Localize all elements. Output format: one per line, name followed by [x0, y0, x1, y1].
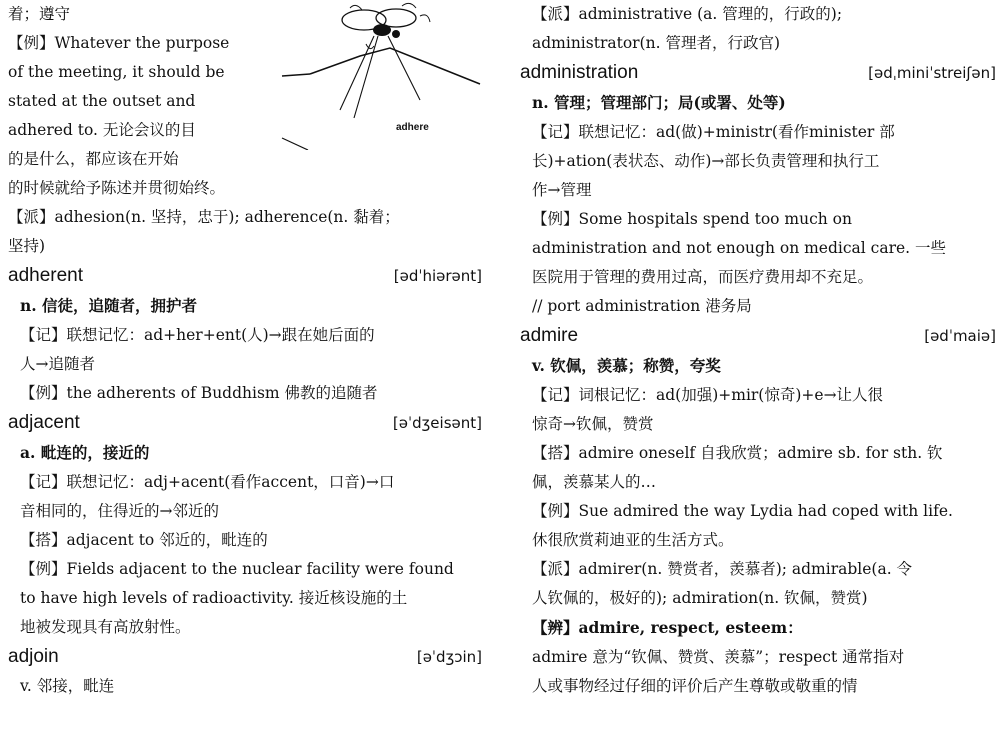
definition: v. 邻接，毗连	[20, 677, 115, 695]
text-line: 【派】administrative (a. 管理的，行政的);	[532, 5, 843, 23]
example: administration and not enough on medical care. 一些	[532, 239, 947, 257]
derivative: 人钦佩的，极好的); admiration(n. 钦佩，赞赏)	[532, 589, 868, 607]
illustration-caption: adhere	[396, 122, 429, 133]
example: 【例】the adherents of Buddhism 佛教的追随者	[20, 384, 378, 402]
example: to have high levels of radioactivity. 接近核设施的土	[20, 589, 408, 607]
collocation: 【搭】admire oneself 自我欣赏；admire sb. for sth. 钦	[532, 444, 943, 462]
definition: n. 管理；管理部门；局(或署、处等)	[532, 93, 786, 112]
text-line: 坚持)	[8, 237, 46, 255]
entry-headword-admire	[520, 321, 1002, 351]
derivative: 【派】admirer(n. 赞赏者，羡慕者); admirable(a. 令	[532, 560, 913, 578]
entry-headword-adherent	[8, 261, 488, 291]
definition: n. 信徒，追随者，拥护者	[20, 296, 198, 315]
memory-note: 惊奇→钦佩，赞赏	[532, 415, 654, 433]
text-line: 【派】adhesion(n. 坚持，忠于); adherence(n. 黏着；	[8, 208, 400, 226]
entry-headword-adjacent	[8, 408, 488, 438]
memory-note: 【记】词根记忆：ad(加强)+mir(惊奇)+e→让人很	[532, 386, 884, 404]
phonetic: [ədˈmaiə]	[924, 327, 996, 345]
distinction-text: admire 意为“钦佩、赞赏、羡慕”；respect 通常指对	[532, 648, 905, 666]
example: 地被发现具有高放射性。	[20, 618, 191, 636]
text-line: administrator(n. 管理者，行政官)	[532, 34, 780, 52]
phonetic: [əˈdʒɔin]	[416, 648, 482, 666]
definition: v. 钦佩，羡慕；称赞，夸奖	[532, 356, 721, 375]
text-line: 的是什么，都应该在开始	[8, 150, 179, 168]
memory-note: 作→管理	[532, 181, 592, 199]
example: 休很欣赏莉迪亚的生活方式。	[532, 531, 734, 549]
memory-note: 音相同的，住得近的→邻近的	[20, 502, 219, 520]
phonetic: [ədˈhiərənt]	[393, 267, 482, 285]
example: // port administration 港务局	[532, 297, 752, 315]
phonetic: [əˈdʒeisənt]	[392, 414, 482, 432]
entry-headword-administration	[520, 58, 1002, 88]
headword: adjoin	[8, 646, 59, 667]
distinction-text: 人或事物经过仔细的评价后产生尊敬或敬重的情	[532, 677, 858, 695]
phonetic: [ədˌminiˈstreiʃən]	[868, 64, 996, 82]
example: 医院用于管理的费用过高，而医疗费用却不充足。	[532, 268, 874, 286]
memory-note: 长)+ation(表状态、动作)→部长负责管理和执行工	[532, 152, 880, 170]
headword: adherent	[8, 265, 84, 286]
left-column	[8, 0, 488, 748]
text-line: 【例】Whatever the purpose	[8, 34, 230, 52]
text-line: stated at the outset and	[8, 92, 196, 110]
example: 【例】Fields adjacent to the nuclear facility were found	[20, 560, 454, 578]
memory-note: 【记】联想记忆：ad(做)+ministr(看作minister 部	[532, 123, 895, 141]
collocation: 佩，羡慕某人的…	[532, 473, 657, 491]
text-line: 的时候就给予陈述并贯彻始终。	[8, 179, 226, 197]
example: 【例】Some hospitals spend too much on	[532, 210, 852, 228]
text-line: adhered to. 无论会议的目	[8, 121, 196, 139]
definition: a. 毗连的，接近的	[20, 443, 150, 462]
example: 【例】Sue admired the way Lydia had coped with life.	[532, 502, 953, 520]
headword: adjacent	[8, 412, 80, 433]
headword: admire	[520, 325, 579, 346]
text-line: of the meeting, it should be	[8, 63, 225, 81]
mosquito-illustration	[270, 0, 488, 150]
right-column	[520, 0, 1002, 748]
collocation: 【搭】adjacent to 邻近的，毗连的	[20, 531, 268, 549]
memory-note: 【记】联想记忆：adj+acent(看作accent，口音)→口	[20, 473, 395, 491]
text-line: 着；遵守	[8, 5, 71, 23]
memory-note: 【记】联想记忆：ad+her+ent(人)→跟在她后面的	[20, 326, 375, 344]
entry-headword-adjoin	[8, 642, 488, 672]
distinction: 【辨】admire, respect, esteem：	[532, 618, 803, 637]
headword: administration	[520, 62, 639, 83]
memory-note: 人→追随者	[20, 355, 95, 373]
